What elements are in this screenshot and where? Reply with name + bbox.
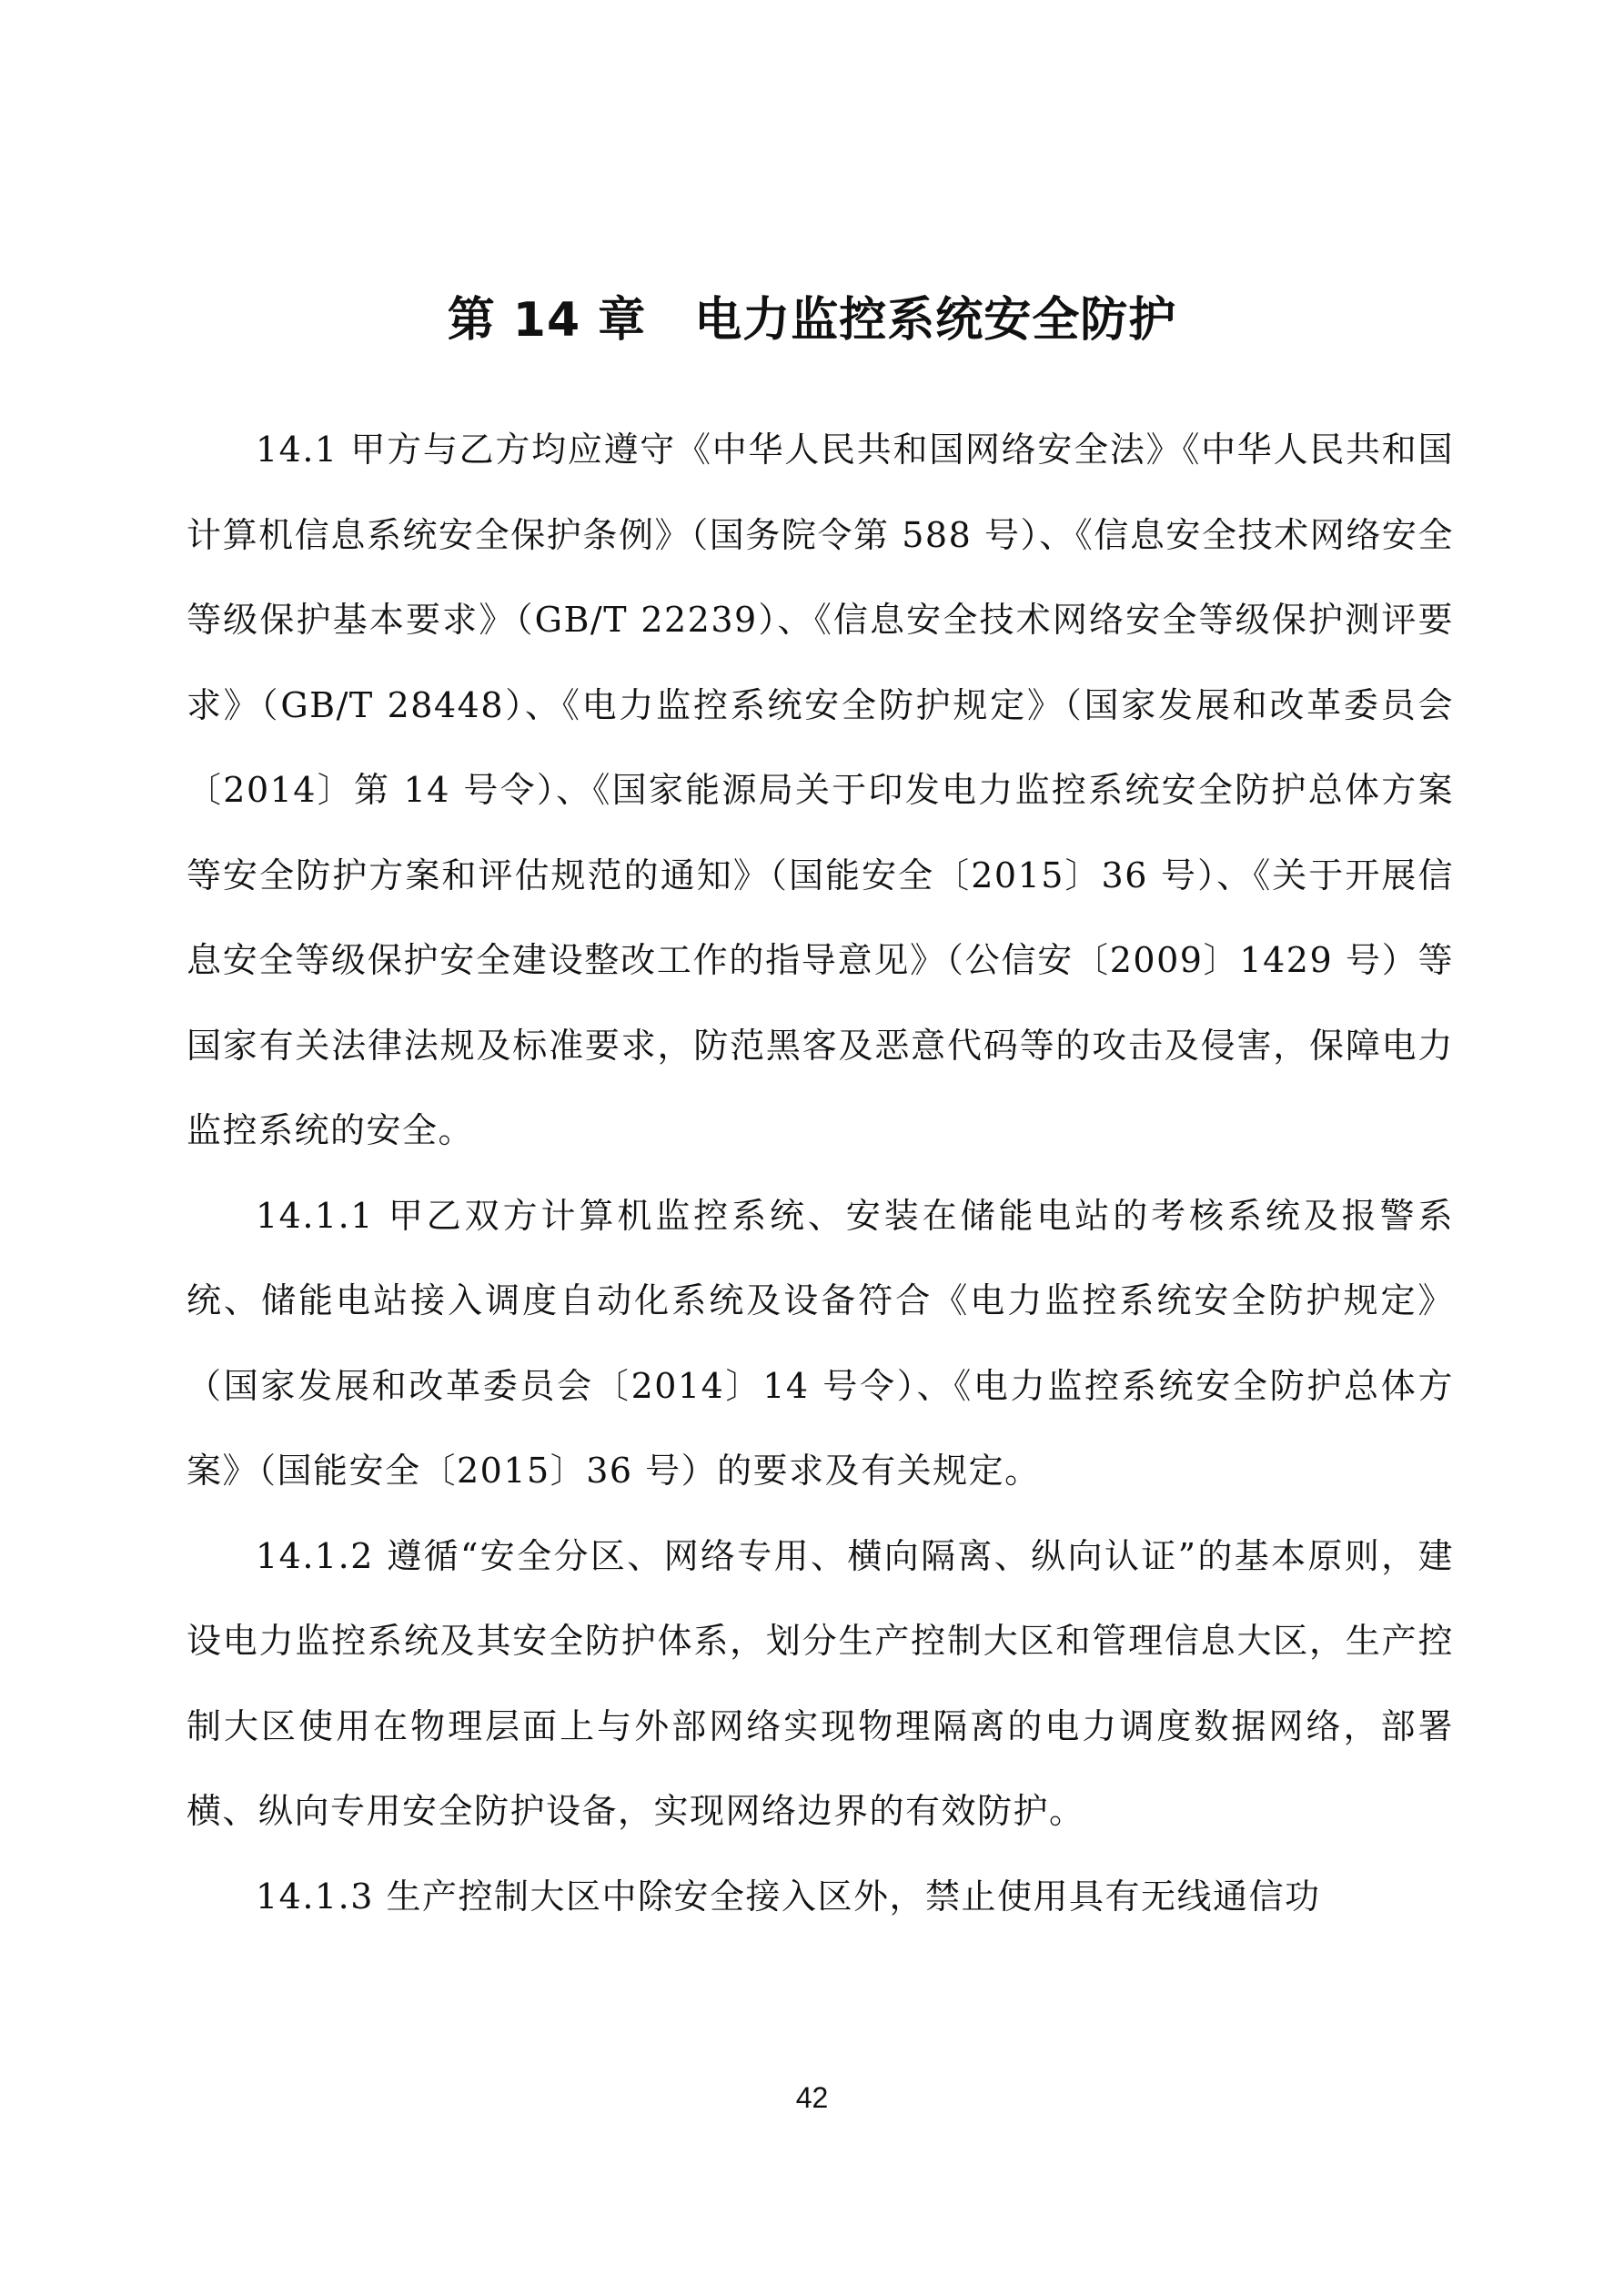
paragraph-14-1-1: 14.1.1 甲乙双方计算机监控系统、安装在储能电站的考核系统及报警系统、储能电站接入调度自动化系统及设备符合《电力监控系统安全防护规定》（国家发展和改革委员会〔2014〕14 号令）、《电力监控系统安全防护总体方案》（国能安全〔2015〕36 号）的要求及有关规定。 (187, 1195, 1454, 1491)
paragraph-14-1: 14.1 甲方与乙方均应遵守《中华人民共和国网络安全法》《中华人民共和国计算机信息系统安全保护条例》（国务院令第 588 号）、《信息安全技术网络安全等级保护基本要求》（GB/T 22239）、《信息安全技术网络安全等级保护测评要求》（GB/T 28448）、《电力监控系统安全防护规定》（国家发展和改革委员会〔2014〕第 14 号令）、《国家能源局关于印发电力监控系统安全防护总体方案等安全防护方案和评估规范的通知》（国能安全〔2015〕36 号）、《关于开展信息安全等级保护安全建设整改工作的指导意见》（公信安〔2009〕1429 号）等国家有关法律法规及标准要求，防范黑客及恶意代码等的攻击及侵害，保障电力监控系统的安全。 (187, 430, 1454, 1150)
chapter-title: 第 14 章 电力监控系统安全防护 (447, 293, 1177, 348)
paragraph-14-1-3: 14.1.3 生产控制大区中除安全接入区外，禁止使用具有无线通信功 (256, 1876, 1321, 1917)
paragraph-14-1-2: 14.1.2 遵循“安全分区、网络专用、横向隔离、纵向认证”的基本原则，建设电力监控系统及其安全防护体系，划分生产控制大区和管理信息大区，生产控制大区使用在物理层面上与外部网络实现物理隔离的电力调度数据网络，部署横、纵向专用安全防护设备，实现网络边界的有效防护。 (187, 1535, 1454, 1831)
page-number: 42 (795, 2081, 829, 2114)
document-body (187, 408, 1454, 1939)
